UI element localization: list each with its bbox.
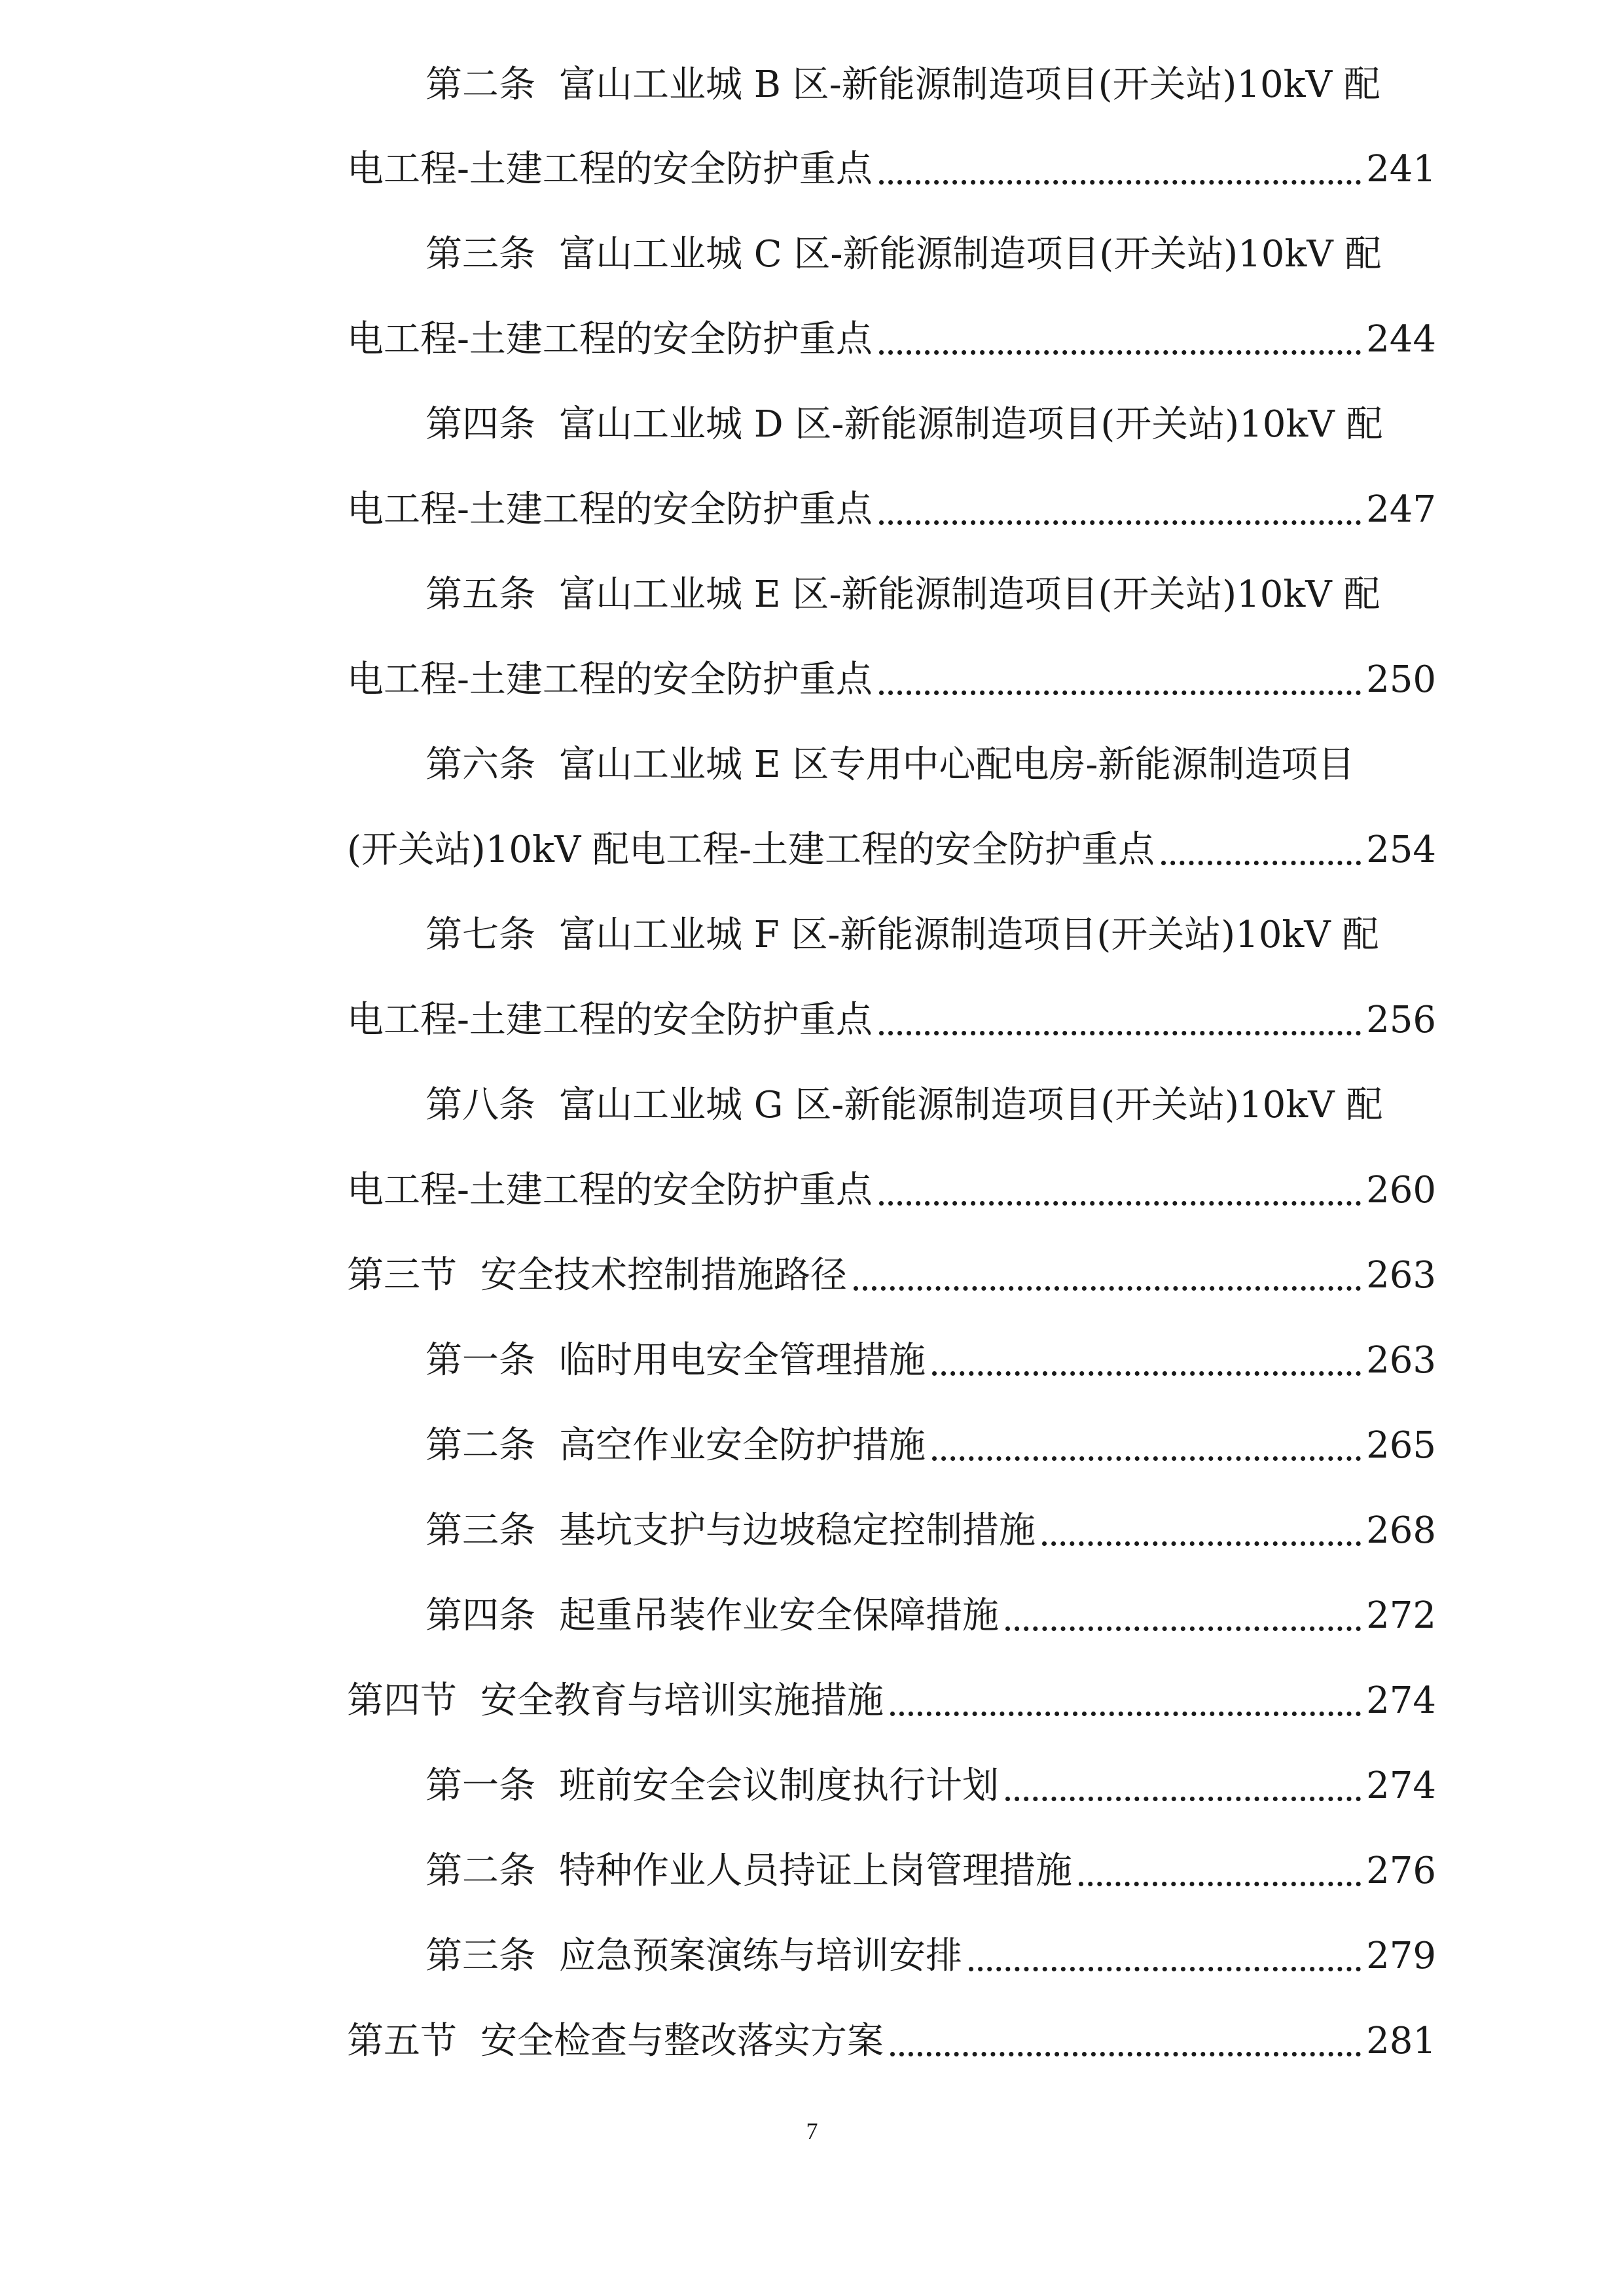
- toc-entry-title: 安全检查与整改落实方案: [480, 2020, 884, 2062]
- toc-article-entry[interactable]: [425, 1842, 1436, 1901]
- toc-page-number: 274: [1366, 1765, 1436, 1807]
- toc-entry-label: 第三节: [347, 1254, 457, 1297]
- toc-article-entry[interactable]: [425, 1587, 1436, 1645]
- toc-page-number: 274: [1366, 1679, 1436, 1722]
- toc-dot-leader: [879, 691, 1361, 695]
- toc-dot-leader: [1042, 1541, 1361, 1546]
- toc-entry-title: 富山工业城 C 区-新能源制造项目(开关站)10kV 配: [559, 233, 1382, 276]
- toc-entry-title: 富山工业城 G 区-新能源制造项目(开关站)10kV 配: [559, 1084, 1383, 1126]
- toc-dot-leader: [1005, 1797, 1361, 1801]
- toc-entry-title: 电工程-土建工程的安全防护重点: [347, 148, 873, 190]
- toc-page-number: 263: [1366, 1339, 1436, 1382]
- toc-article-entry[interactable]: [425, 1331, 1436, 1390]
- toc-entry-title: 富山工业城 F 区-新能源制造项目(开关站)10kV 配: [559, 914, 1379, 956]
- toc-dot-leader: [1161, 861, 1361, 865]
- toc-entry-title: 特种作业人员持证上岗管理措施: [559, 1850, 1072, 1892]
- toc-dot-leader: [890, 2052, 1361, 2056]
- toc-entry-title: 富山工业城 B 区-新能源制造项目(开关站)10kV 配: [559, 63, 1380, 106]
- toc-entry-label: 第五条: [425, 573, 535, 616]
- toc-entry-heading[interactable]: [425, 565, 1408, 624]
- toc-entry-heading[interactable]: [425, 225, 1408, 284]
- toc-entry-continuation[interactable]: [347, 140, 1436, 199]
- toc-entry-heading[interactable]: [425, 1076, 1408, 1135]
- toc-entry-continuation[interactable]: [347, 651, 1436, 709]
- toc-dot-leader: [879, 1201, 1361, 1206]
- toc-page-number: 244: [1366, 318, 1436, 361]
- toc-entry-label: 第四条: [425, 403, 535, 446]
- toc-entry-continuation[interactable]: [347, 480, 1436, 539]
- toc-entry-title: 起重吊装作业安全保障措施: [559, 1594, 999, 1637]
- toc-entry-heading[interactable]: [425, 736, 1388, 795]
- toc-article-entry[interactable]: [425, 1501, 1436, 1560]
- toc-section-entry[interactable]: [347, 1672, 1436, 1731]
- toc-page-number: 279: [1366, 1935, 1436, 1977]
- toc-entry-title: 电工程-土建工程的安全防护重点: [347, 1169, 873, 1211]
- toc-entry-label: 第二条: [425, 1850, 535, 1892]
- toc-entry-label: 第三条: [425, 233, 535, 276]
- toc-entry-title: 安全技术控制措施路径: [480, 1254, 847, 1297]
- toc-page-number: 281: [1366, 2020, 1436, 2062]
- toc-dot-leader: [1005, 1626, 1361, 1631]
- toc-entry-continuation[interactable]: [347, 821, 1436, 880]
- toc-entry-label: 第三条: [425, 1509, 535, 1552]
- toc-entry-label: 第七条: [425, 914, 535, 956]
- toc-entry-title: 富山工业城 E 区-新能源制造项目(开关站)10kV 配: [559, 573, 1380, 616]
- toc-entry-title: 富山工业城 E 区专用中心配电房-新能源制造项目: [559, 744, 1355, 786]
- toc-entry-title: (开关站)10kV 配电工程-土建工程的安全防护重点: [347, 829, 1155, 871]
- toc-entry-label: 第八条: [425, 1084, 535, 1126]
- toc-page-number: 250: [1366, 658, 1436, 701]
- toc-page-number: 256: [1366, 999, 1436, 1041]
- toc-entry-continuation[interactable]: [347, 991, 1436, 1050]
- toc-dot-leader: [890, 1712, 1361, 1716]
- toc-entry-title: 电工程-土建工程的安全防护重点: [347, 658, 873, 701]
- toc-entry-title: 应急预案演练与培训安排: [559, 1935, 962, 1977]
- toc-entry-label: 第四条: [425, 1594, 535, 1637]
- toc-entry-label: 第三条: [425, 1935, 535, 1977]
- toc-entry-title: 高空作业安全防护措施: [559, 1424, 926, 1467]
- toc-entry-label: 第二条: [425, 1424, 535, 1467]
- toc-section-entry[interactable]: [347, 2012, 1436, 2071]
- toc-entry-label: 第二条: [425, 63, 535, 106]
- toc-entry-title: 电工程-土建工程的安全防护重点: [347, 318, 873, 361]
- toc-page-number: 241: [1366, 148, 1436, 190]
- toc-dot-leader: [969, 1967, 1361, 1971]
- page-footer-number: 7: [806, 2118, 818, 2144]
- toc-entry-label: 第一条: [425, 1765, 535, 1807]
- toc-dot-leader: [879, 520, 1361, 525]
- toc-entry-title: 电工程-土建工程的安全防护重点: [347, 488, 873, 531]
- toc-entry-continuation[interactable]: [347, 1161, 1436, 1220]
- toc-page-number: 260: [1366, 1169, 1436, 1211]
- toc-dot-leader: [854, 1286, 1361, 1291]
- toc-entry-heading[interactable]: [425, 906, 1408, 965]
- toc-page-number: 265: [1366, 1424, 1436, 1467]
- toc-page-number: 254: [1366, 829, 1436, 871]
- toc-entry-heading[interactable]: [425, 56, 1408, 115]
- toc-dot-leader: [932, 1371, 1361, 1376]
- toc-entry-title: 富山工业城 D 区-新能源制造项目(开关站)10kV 配: [559, 403, 1383, 446]
- toc-entry-title: 班前安全会议制度执行计划: [559, 1765, 999, 1807]
- toc-entry-label: 第四节: [347, 1679, 457, 1722]
- toc-entry-label: 第六条: [425, 744, 535, 786]
- toc-dot-leader: [879, 1031, 1361, 1035]
- toc-dot-leader: [879, 180, 1361, 185]
- toc-page-number: 268: [1366, 1509, 1436, 1552]
- toc-article-entry[interactable]: [425, 1416, 1436, 1475]
- toc-entry-title: 电工程-土建工程的安全防护重点: [347, 999, 873, 1041]
- toc-entry-heading[interactable]: [425, 395, 1408, 454]
- toc-entry-title: 安全教育与培训实施措施: [480, 1679, 884, 1722]
- toc-dot-leader: [1079, 1882, 1361, 1886]
- toc-entry-label: 第五节: [347, 2020, 457, 2062]
- toc-entry-title: 临时用电安全管理措施: [559, 1339, 926, 1382]
- toc-entry-title: 基坑支护与边坡稳定控制措施: [559, 1509, 1036, 1552]
- toc-page-number: 276: [1366, 1850, 1436, 1892]
- toc-dot-leader: [879, 350, 1361, 355]
- toc-page-number: 263: [1366, 1254, 1436, 1297]
- toc-entry-label: 第一条: [425, 1339, 535, 1382]
- toc-article-entry[interactable]: [425, 1757, 1436, 1816]
- toc-article-entry[interactable]: [425, 1927, 1436, 1986]
- toc-page-number: 247: [1366, 488, 1436, 531]
- toc-page-number: 272: [1366, 1594, 1436, 1637]
- toc-entry-continuation[interactable]: [347, 310, 1436, 369]
- toc-section-entry[interactable]: [347, 1246, 1436, 1305]
- toc-dot-leader: [932, 1456, 1361, 1461]
